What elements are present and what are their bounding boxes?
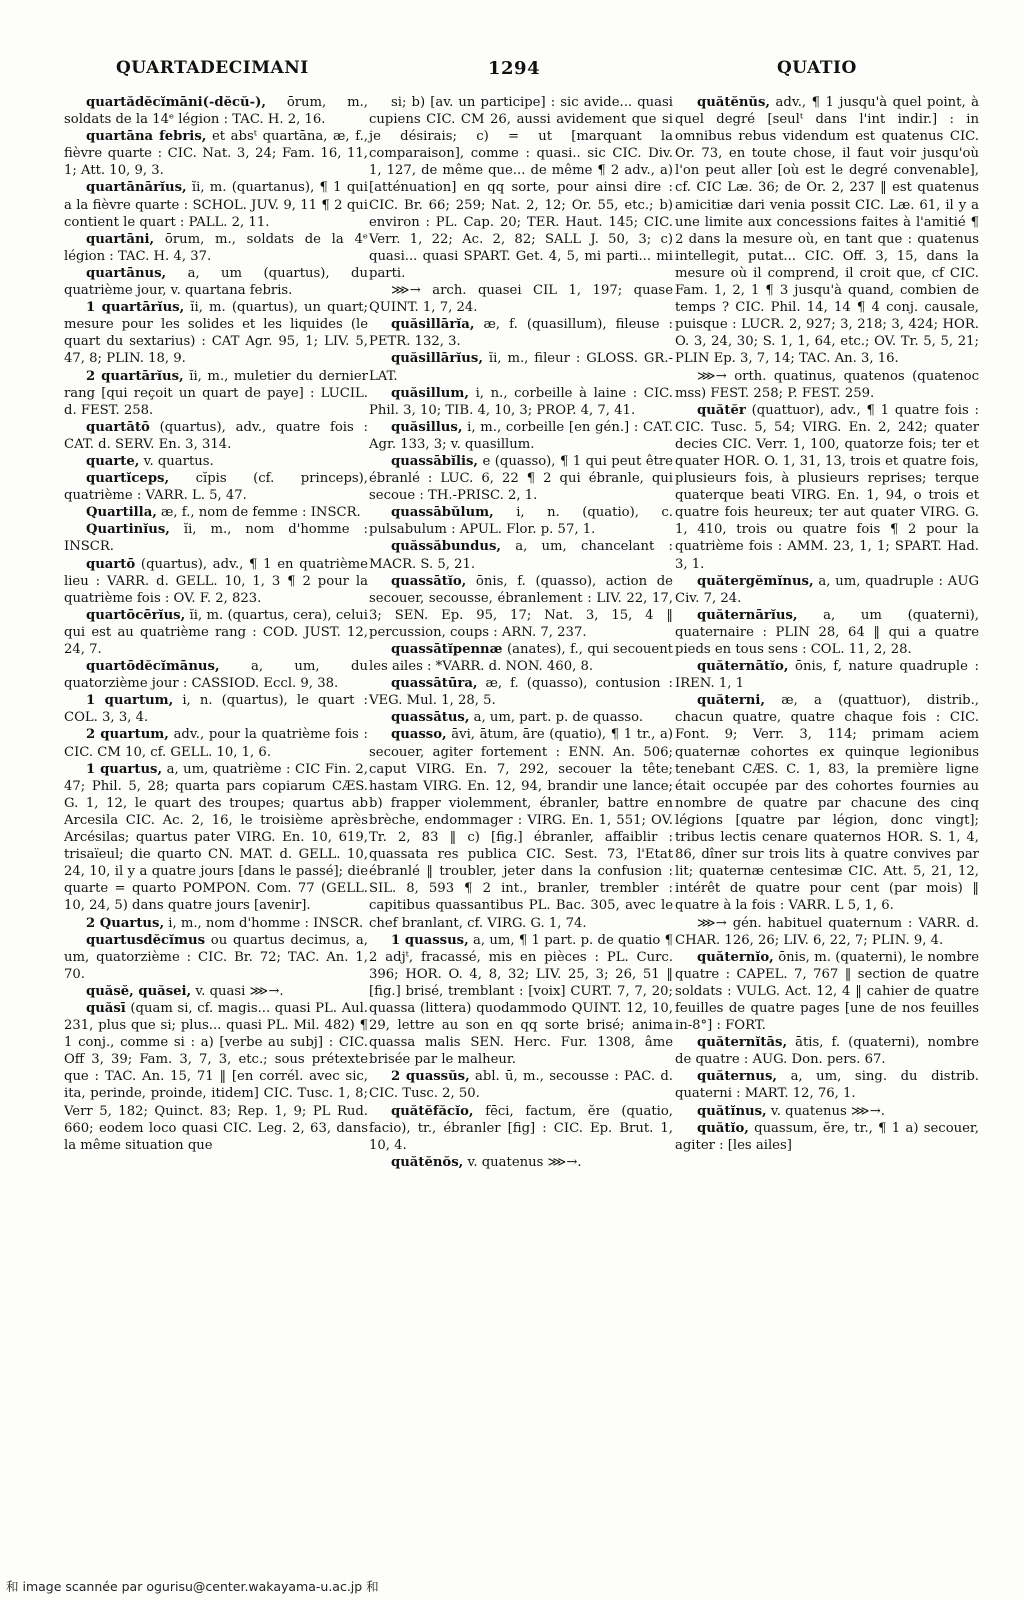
headword: quătĭnus, [697,1103,767,1119]
dictionary-entry [369,1103,673,1154]
scan-credit: 和 image scannée par ogurisu@center.wakayama-u.ac.jp 和 [6,1579,379,1594]
dictionary-entry [369,1068,673,1102]
entry-definition: i, n., corbeille à laine : CIC. Phil. 3, 10; TIB. 4, 10, 3; PROP. 4, 7, 41. [369,385,673,418]
entry-definition: a, um, part. p. de quasso. [473,710,644,726]
dictionary-entry [369,316,673,350]
headword: quassātus, [391,710,470,726]
dictionary-entry [64,94,368,128]
entry-definition: ĭi, m. (quartanus), ¶ 1 qui a la fièvre quarte : SCHOL. JUV. 9, 11 ¶ 2 qui contient le quart : PALL. 2, 11. [64,180,368,230]
headword: quassābĭlis, [391,453,479,469]
headword: quartōcērĭus, [86,607,186,623]
headword: quartĭceps, [86,471,170,487]
entry-definition: i, m., corbeille [en gén.] : CAT. Agr. 133, 3; v. quasillum. [369,419,673,452]
entry-definition: v. quatenus ⋙→. [467,1154,582,1170]
dictionary-entry [64,470,368,504]
dictionary-entry [675,1034,979,1068]
dictionary-entry [369,538,673,572]
headword: 1 quartārĭus, [86,300,185,316]
entry-definition: æ, f., nom de femme : INSCR. [161,505,361,521]
headword: quassātūra, [391,676,478,692]
dictionary-entry [64,726,368,760]
headword: 1 quartus, [86,761,163,777]
headword: quăsĕ, quăsei, [86,983,192,999]
headword: quăsī [86,1000,126,1016]
headword: quăsillum, [391,385,469,401]
entry-definition: ōnis, m. (quaterni), le nombre quatre : CAPEL. 7, 767 ‖ section de quatre soldats : VULG. Act. 12, 4 ‖ cahier de quatre feuilles de quatre pages [une de nos feuilles in-8°] : FORT. [675,949,979,1034]
dictionary-entry [64,983,368,1000]
headword: quartāni, [86,231,155,247]
dictionary-entry [675,368,979,402]
entry-definition: adv., pour la quatrième fois : CIC. CM 10, cf. GELL. 10, 1, 6. [64,727,368,760]
entry-definition: a, um (quaterni), quaternaire : PLIN 28, 64 ‖ qui a quatre pieds en tous sens : COL. 11, 2, 28. [675,607,979,657]
dictionary-entry [64,761,368,915]
dictionary-entry [675,607,979,658]
headword: quăsillārĭa, [391,317,475,333]
entry-definition: ⋙→ gén. habituel quaternum : VARR. d. CHAR. 126, 26; LIV. 6, 22, 7; PLIN. 9, 4. [675,915,979,948]
headword: quartānus, [86,265,167,281]
headword: Quartinĭus, [86,522,170,538]
dictionary-entry [64,521,368,555]
entry-definition: a, um (quartus), du quatrième jour, v. quartana febris. [64,265,368,299]
entry-definition: fēci, factum, ĕre (quatio, facio), tr., ébranler [fig] : CIC. Ep. Brut. 1, 10, 4. [369,1103,673,1153]
dictionary-entry [64,692,368,726]
headword: quăternārĭus, [697,607,798,623]
dictionary-entry [64,915,368,932]
headword: 2 Quartus, [86,915,165,931]
entry-definition: i, n. (quatio), c. pulsabulum : APUL. Flor. p. 57, 1. [369,505,674,538]
dictionary-entry [369,504,673,538]
column-2 [369,94,673,1171]
entry-definition: ōnis, f, nature quadruple : IREN. 1, 1 [675,659,979,692]
entry-definition: ĭi, m., nom d'homme : INSCR. [64,522,368,555]
headword: 2 quassŭs, [391,1069,470,1085]
entry-definition: (quattuor), adv., ¶ 1 quatre fois : CIC. Tusc. 5, 54; VIRG. En. 2, 242; quater decies CIC. Verr. 1, 100, quatorze fois; ter et quater HOR. O. 1, 31, 13, trois et quatre fois, plusieurs fois, à plusieurs reprises; terque quaterque beati VIRG. En. 1, 94, o trois et quatre fois heureux; ter aut quater VIRG. G. 1, 410, trois ou quatre fois ¶ 2 pour la quatrième fois : AMM. 23, 1, 1; SPART. Had. 3, 1. [675,402,979,572]
entry-definition: a, um, sing. du distrib. quaterni : MART. 12, 76, 1. [675,1069,979,1102]
dictionary-entry [64,607,368,658]
entry-definition: i, n. (quartus), le quart : COL. 3, 3, 4. [64,693,368,726]
dictionary-entry [675,915,979,949]
headword: quăternātĭo, [697,659,789,675]
dictionary-entry [369,94,673,282]
dictionary-entry [369,350,673,384]
dictionary-entry [675,692,979,914]
dictionary-entry [369,573,673,641]
entry-definition: ĭi, m., muletier du dernier rang [qui reçoit un quart de paye] : LUCIL. d. FEST. 258. [64,368,368,418]
dictionary-entry [64,556,368,607]
entry-definition: ĭi, m. (quartus), un quart; mesure pour les solides et les liquides (le quart du sextarius) : CAT Agr. 95, 1; LIV. 5, 47, 8; PLIN. 18, 9. [64,300,368,367]
headword: quătĭo, [697,1120,749,1136]
headword: quăternus, [697,1069,777,1085]
entry-definition: adv., ¶ 1 jusqu'à quel point, à quel degré [seulᵗ dans l'int indir.] : in omnibus rebus videndum est quatenus CIC. Or. 73, en toute chose, il faut voir jusqu'où l'on peut aller [où est le degré convenable], cf. CIC Læ. 36; de Or. 2, 237 ‖ est quatenus amicitiæ dari venia possit CIC. Læ. 61, il y a une limite aux concessions faites à l'amitié ¶ 2 dans la mesure où, en tant que : quatenus intellegit, putat... CIC. Off. 3, 15, dans la mesure où il comprend, il croit que, cf CIC. Fam. 1, 2, 1 ¶ 3 jusqu'à quand, combien de temps ? CIC. Phil. 14, 14 ¶ 4 conj. causale, puisque : LUCR. 2, 927; 3, 218; 3, 424; HOR. O. 3, 24, 30; S. 1, 1, 64, etc.; OV. Tr. 5, 5, 21; PLIN Ep. 3, 7, 14; TAC. An. 3, 16. [675,95,979,367]
dictionary-entry [675,94,979,368]
entry-definition: i, m., nom d'homme : INSCR. [168,915,364,931]
column-1 [64,94,368,1154]
headword: quăternĭo, [697,949,774,965]
running-head-right: QUATIO [777,58,857,78]
dictionary-entry [675,658,979,692]
dictionary-entry [675,949,979,1034]
entry-definition: abl. ū, m., secousse : PAC. d. CIC. Tusc. 2, 50. [369,1069,674,1102]
dictionary-entry [64,1000,368,1154]
headword: quătĕfăcĭo, [391,1103,474,1119]
entry-definition: ōnis, f. (quasso), action de secouer, secousse, ébranlement : LIV. 22, 17, 3; SEN. Ep. 95, 17; Nat. 3, 15, 4 ‖ percussion, coups : ARN. 7, 237. [369,573,673,640]
dictionary-entry [64,299,368,367]
dictionary-entry [369,419,673,453]
entry-definition: ātis, f. (quaterni), nombre de quatre : AUG. Don. pers. 67. [675,1035,979,1068]
dictionary-entry [64,265,368,299]
dictionary-entry [369,1154,673,1171]
entry-definition: æ, f. (quasso), contusion : VEG. Mul. 1, 28, 5. [369,676,673,709]
entry-definition: quassum, ĕre, tr., ¶ 1 a) secouer, agiter : [les ailes] [675,1120,979,1153]
dictionary-entry [369,641,673,675]
page-number: 1294 [488,58,541,79]
headword: quartōdĕcĭmānus, [86,659,220,675]
column-3 [675,94,979,1154]
headword: quăssăbundus, [391,539,501,555]
entry-definition: ĭi, m., fileur : GLOSS. GR.-LAT. [369,351,673,384]
entry-definition: ⋙→ arch. quasei CIL 1, 197; quase QUINT. 1, 7, 24. [369,283,673,316]
dictionary-entry [675,573,979,607]
entry-definition: a, um, ¶ 1 part. p. de quatio ¶ 2 adjᵗ, fracassé, mis en pièces : PL. Curc. 396; HOR. O. 4, 8, 32; LIV. 25, 3; 26, 51 ‖ [fig.] brisé, tremblant : [voix] CURT. 7, 7, 20; quassa (littera) quodammodo QUINT. 12, 10, 29, lettre au son en qq sorte brisé; anima quassa malis SEN. Herc. Fur. 1308, âme brisée par le malheur. [369,932,673,1068]
dictionary-entry [64,419,368,453]
headword: quătĕnŭs, [697,95,771,110]
headword: quarte, [86,453,140,469]
entry-definition: et absᵗ quartāna, æ, f., fièvre quarte : CIC. Nat. 3, 24; Fam. 16, 11, 1; Att. 10, 9, 3. [64,129,368,179]
headword: 2 quartārĭus, [86,368,184,384]
headword: quartātō [86,419,150,435]
headword: quătergĕmĭnus, [697,573,814,589]
running-head-left: QUARTADECIMANI [116,58,309,78]
headword: quassābŭlum, [391,505,494,521]
entry-definition: ⋙→ orth. quatinus, quatenos (quatenoc mss) FEST. 258; P. FEST. 259. [675,368,979,401]
headword: quassātĭo, [391,573,467,589]
dictionary-entry [64,453,368,470]
entry-definition: (quam si, cf. magis... quasi PL. Aul. 231, plus que si; plus... quasi PL. Mil. 482) ¶ 1 conj., comme si : a) [verbe au subj] : CIC. Off 3, 39; Fam. 3, 7, 3, etc.; sous prétexte que : TAC. An. 15, 71 ‖ [en corrél. avec sic, ita, perinde, proinde, itidem] CIC. Tusc. 1, 8; Verr 5, 182; Quinct. 83; Rep. 1, 9; PL Rud. 660; eodem loco quasi CIC. Leg. 2, 63, dans la même situation que [64,1000,368,1153]
dictionary-entry [64,231,368,265]
entry-definition: e (quasso), ¶ 1 qui peut être ébranlé : LUC. 6, 22 ¶ 2 qui ébranle, qui secoue : TH.-PRISC. 2, 1. [369,453,673,504]
entry-definition: cĭpis (cf. princeps), quatrième : VARR. L. 5, 47. [64,471,368,504]
headword: quătĕr [697,402,746,418]
headword: quartusdĕcĭmus [86,932,206,948]
headword: quartō [86,556,136,572]
dictionary-entry [64,658,368,692]
dictionary-entry [369,282,673,316]
entry-definition: āvi, ātum, āre (quatio), ¶ 1 tr., a) secouer, agiter fortement : ENN. An. 506; caput VIRG. En. 7, 292, secouer la tête; hastam VIRG. En. 12, 94, brandir une lance; b) frapper violemment, ébranler, battre en brèche, endommager : VIRG. En. 1, 551; OV. Tr. 2, 83 ‖ c) [fig.] ébranler, affaiblir : quassata res publica CIC. Sest. 73, l'Etat ébranlé ‖ troubler, jeter dans la confusion : SIL. 8, 593 ¶ 2 int., branler, trembler : capitibus quassantibus PL. Bac. 305, avec le chef branlant, cf. VIRG. G. 1, 74. [369,727,673,931]
entry-definition: (quartus), adv., ¶ 1 en quatrième lieu : VARR. d. GELL. 10, 1, 3 ¶ 2 pour la quatrième fois : OV. F. 2, 823. [64,556,368,606]
headword: 2 quartum, [86,727,169,743]
entry-definition: (quartus), adv., quatre fois : CAT. d. SERV. En. 3, 314. [64,419,369,452]
dictionary-entry [369,709,673,726]
headword: quătĕnŏs, [391,1154,464,1170]
dictionary-entry [369,726,673,931]
dictionary-entry [369,385,673,419]
dictionary-entry [64,504,368,521]
entry-definition: ou quartus decimus, a, um, quatorzième : CIC. Br. 72; TAC. An. 1, 70. [64,932,368,982]
entry-definition: æ, a (quattuor), distrib., chacun quatre, quatre chaque fois : CIC. Font. 9; Verr. 3, 114; primam aciem quaternæ cohortes ex quinque legionibus tenebant CÆS. C. 1, 83, la première ligne était occupée par des cohortes fournies au nombre de quatre par chacune des cinq légions [quatre par légion, donc vingt]; tribus lectis cenare quaternos HOR. S. 1, 4, 86, dîner sur trois lits à quatre convives par lit; quaternæ centesimæ CIC. Att. 5, 21, 12, intérêt de quatre pour cent (par mois) ‖ quatre à la fois : VARR. L 5, 1, 6. [675,693,979,914]
headword: quăternĭtās, [697,1035,788,1051]
headword: quartānārĭus, [86,180,187,196]
entry-definition: v. quartus. [143,453,214,469]
dictionary-entry [675,1068,979,1102]
headword: quartădĕcĭmāni(-dĕcŭ-), [86,95,266,110]
entry-definition: a, um, chancelant : MACR. S. 5, 21. [369,539,673,572]
headword: quăsillārĭus, [391,351,483,367]
headword: 1 quartum, [86,693,174,709]
dictionary-entry [64,128,368,179]
entry-definition: si; b) [av. un participe] : sic avide... quasi cupiens CIC. CM 26, aussi avidement que si je désirais; c) = ut [marquant la comparaison], comme : quasi.. sic CIC. Div. 1, 127, de même que... de même ¶ 2 adv., a) [atténuation] en qq sorte, pour ainsi dire : CIC. Br. 66; 259; Nat. 2, 12; Or. 55, etc.; b) environ : PL. Cap. 20; TER. Haut. 145; CIC. Verr. 1, 22; Ac. 2, 82; SALL J. 50, 3; c) quasi... quasi SPART. Get. 4, 5, mi parti... mi parti. [369,95,673,281]
headword: 1 quassus, [391,932,469,948]
entry-definition: ĭi, m. (quartus, cera), celui qui est au quatrième rang : COD. JUST. 12, 24, 7. [64,607,368,657]
entry-definition: v. quatenus ⋙→. [770,1103,885,1119]
dictionary-entry [675,402,979,573]
dictionary-entry [64,179,368,230]
headword: quasso, [391,727,447,743]
dictionary-entry [369,675,673,709]
entry-definition: a, um, quatrième : CIC Fin. 2, 47; Phil. 5, 28; quarta pars copiarum CÆS. G. 1, 12, le quart des troupes; quartus ab Arcesila CIC. Ac. 2, 16, le troisième après Arcésilas; quartus pater VIRG. En. 10, 619, trisaïeul; die quarto CN. MAT. d. GELL. 10, 24, 10, il y a quatre jours [dans le passé]; die quarte = quarto POMPON. Com. 77 (GELL. 10, 24, 5) dans quatre jours [avenir]. [64,761,368,914]
entry-definition: ōrum, m., soldats de la 4ᵉ légion : TAC. H. 4, 37. [64,231,368,264]
entry-definition: a, um, quadruple : AUG Civ. 7, 24. [675,573,979,606]
headword: quăsillus, [391,419,463,435]
headword: quassātĭpennæ [391,642,503,657]
entry-definition: v. quasi ⋙→. [195,983,284,999]
dictionary-entry [369,932,673,1069]
dictionary-entry [675,1103,979,1120]
dictionary-entry [675,1120,979,1154]
dictionary-entry [369,453,673,504]
headword: quăterni, [697,693,765,709]
dictionary-entry [64,932,368,983]
dictionary-entry [64,368,368,419]
headword: Quartilla, [86,505,157,521]
headword: quartāna febris, [86,129,207,145]
entry-definition: ōrum, m., soldats de la 14ᵉ légion : TAC. H. 2, 16. [64,95,368,128]
entry-definition: (anates), f., qui secouent les ailes : *VARR. d. NON. 460, 8. [369,642,673,675]
entry-definition: a, um, du quatorzième jour : CASSIOD. Eccl. 9, 38. [64,659,368,692]
entry-definition: æ, f. (quasillum), fileuse : PETR. 132, 3. [369,317,674,350]
